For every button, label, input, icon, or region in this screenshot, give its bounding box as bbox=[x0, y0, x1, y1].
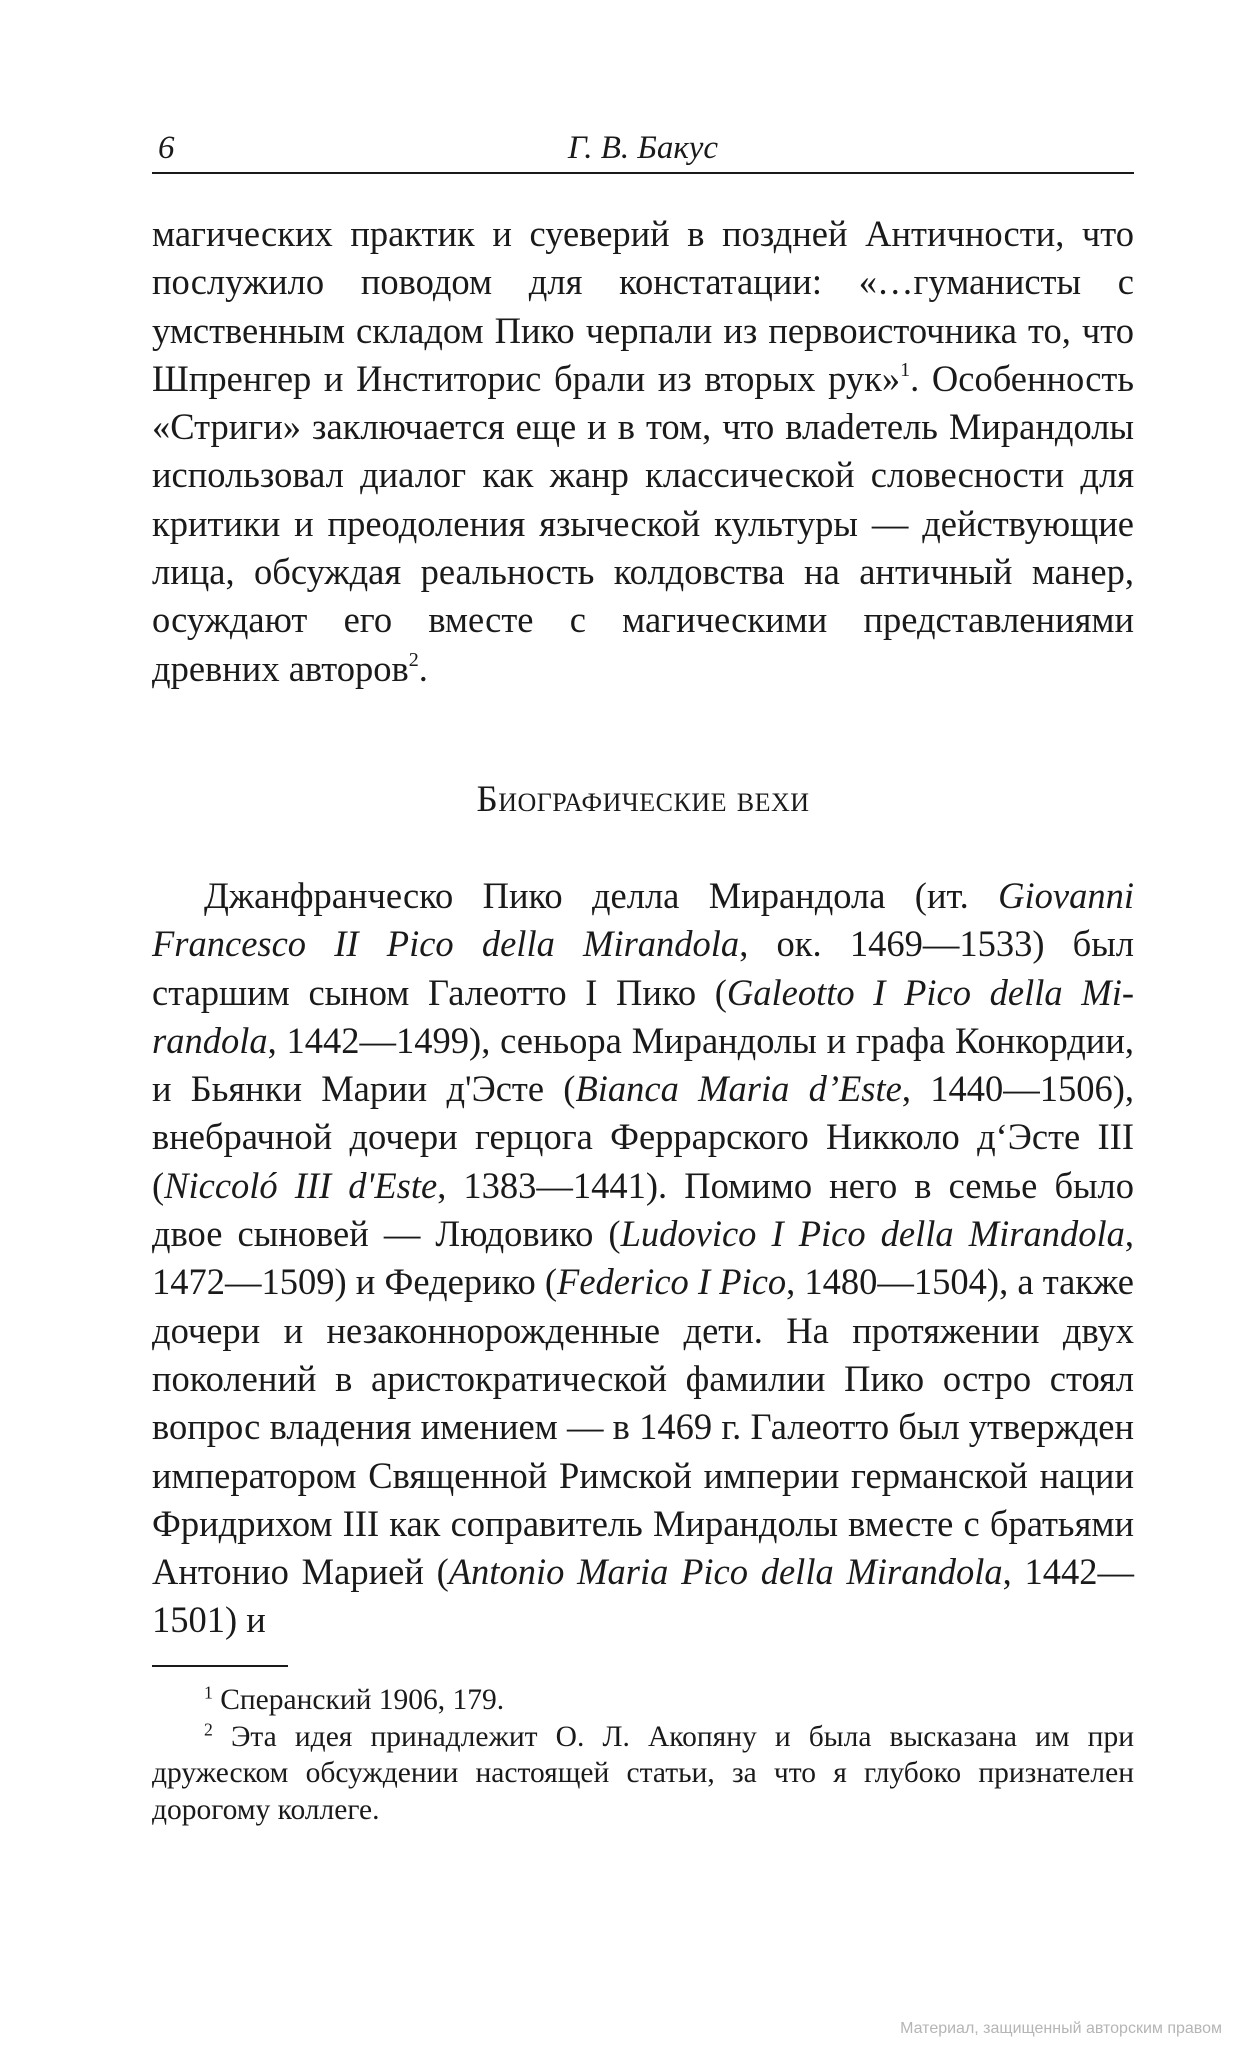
running-header bbox=[152, 128, 1134, 174]
footnote-ref-2: 2 bbox=[408, 648, 419, 671]
paragraph-1-text-a: магических практик и суеверий в поздней Античности, что послужило поводом для констатации: «…гуманисты с умственным складом Пико черпали из первоисточника то, что Шпренгер и Инститорис брали из вторых рук» bbox=[152, 213, 1134, 399]
copyright-watermark: Материал, защищенный авторским правом bbox=[900, 2020, 1222, 2037]
italic-name-1: Giovanni Francesco II Pico della Mirandola bbox=[152, 875, 1134, 965]
italic-name-7: Antonio Maria Pico della Mirandola bbox=[448, 1551, 1003, 1593]
footnote-marker-2: 2 bbox=[204, 1718, 213, 1739]
running-head-author: Г. В. Бакус bbox=[567, 130, 719, 166]
italic-name-5: Ludovico I Pico della Mirandola bbox=[620, 1213, 1125, 1255]
section-heading: Биографические вехи bbox=[476, 779, 810, 820]
paragraph-1-text-c: . bbox=[418, 647, 428, 689]
body-paragraph-1 bbox=[152, 210, 1134, 693]
book-page bbox=[152, 0, 1134, 2048]
italic-name-2: Galeotto I Pico della Mirandola bbox=[152, 971, 1135, 1061]
paragraph-2-text-2: , ок. 1469—1533) был старшим сыном Галеотто I Пико ( bbox=[152, 923, 1134, 1013]
footnote-2 bbox=[152, 1719, 1134, 1829]
paragraph-2-text-3: , 1442—1499), сеньора Мирандолы и графа Конкордии, и Бьянки Марии д'Эсте ( bbox=[152, 1019, 1134, 1110]
italic-name-4: Niccoló III d'Este bbox=[164, 1164, 438, 1206]
paragraph-2-text-5: , 1383—1441). Помимо него в семье было двое сыновей — Людовико ( bbox=[152, 1164, 1135, 1255]
page-number: 6 bbox=[158, 130, 175, 166]
paragraph-1-text-b: . Особенность «Стриги» заключается еще и в том, что влаdетель Мирандолы использовал диалог как жанр классической словесности для критики и преодоления языческой культуры — действующие лица, обсуждая реальность колдовства на античный манер, осуждают его вместе с магическими представлениями древних авторов bbox=[152, 357, 1135, 689]
footnotes bbox=[152, 1682, 1134, 1828]
footnote-divider bbox=[152, 1665, 288, 1667]
italic-name-6: Federico I Pico bbox=[557, 1261, 787, 1303]
footnote-1 bbox=[152, 1682, 1134, 1719]
footnote-ref-1: 1 bbox=[900, 358, 911, 381]
footnote-text-2: Эта идея принадлежит О. Л. Акопяну и была высказана им при дружеском обсуждении настоящей статьи, за что я глубоко признателен дорогому коллеге. bbox=[152, 1720, 1134, 1826]
italic-name-3: Bianca Maria d’Este bbox=[575, 1068, 902, 1110]
body-paragraph-2 bbox=[152, 872, 1134, 1645]
paragraph-2-text-7: , 1480—1504), а также дочери и незаконнорожденные дети. На протяжении двух поколений в аристократической фамилии Пико остро стоял вопрос владения имением — в 1469 г. Галеотто был утвержден императором Священной Римской империи германской нации Фридрихом III как соправитель Мирандолы вместе с братьями Антонио Марией ( bbox=[152, 1261, 1134, 1593]
paragraph-2-text-4: , 1440—1506), внебрачной дочери герцога Феррарского Никколо д‘Эсте III ( bbox=[152, 1068, 1134, 1206]
paragraph-2-text-1: Джанфранческо Пико делла Мирандола (ит. bbox=[204, 875, 999, 916]
footnote-text-1: Сперанский 1906, 179. bbox=[212, 1684, 505, 1716]
footnote-marker-1: 1 bbox=[204, 1682, 213, 1703]
paragraph-2-text-6: , 1472—1509) и Федерико ( bbox=[152, 1213, 1134, 1303]
paragraph-2-text-8: , 1442—1501) и bbox=[152, 1551, 1135, 1641]
